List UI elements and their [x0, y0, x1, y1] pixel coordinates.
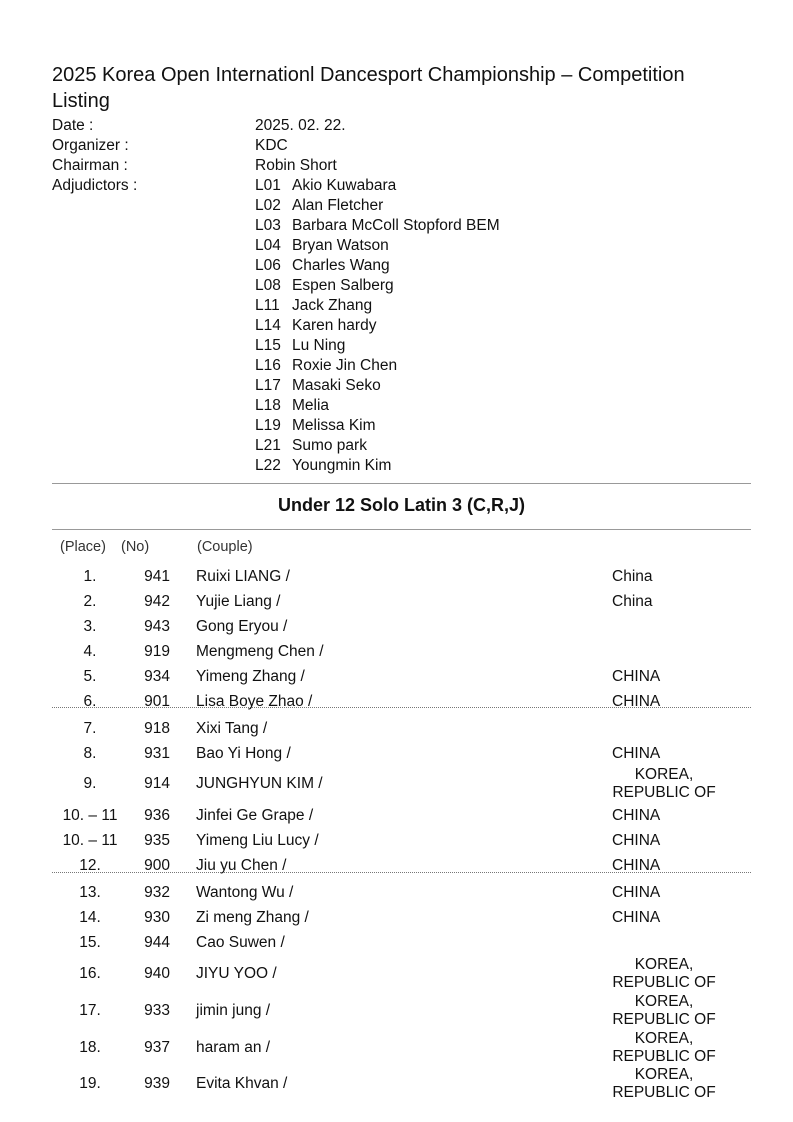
adjudicator-name: Barbara McColl Stopford BEM: [292, 217, 500, 234]
couple-cell: Wantong Wu /: [196, 884, 294, 901]
number-cell: 941: [144, 568, 170, 585]
number-cell: 934: [144, 668, 170, 685]
couple-cell: Xixi Tang /: [196, 720, 268, 737]
chairman-label: Chairman :: [52, 157, 128, 174]
adjudicator-code: L02: [255, 197, 281, 214]
adjudicator-item: [255, 376, 500, 396]
adjudicator-item: [255, 236, 500, 256]
number-cell: 939: [144, 1075, 170, 1092]
couple-cell: Jiu yu Chen /: [196, 857, 287, 874]
couple-cell: Mengmeng Chen /: [196, 643, 324, 660]
adjudicator-code: L15: [255, 337, 281, 354]
place-cell: 14.: [79, 909, 101, 926]
adjudicator-code: L04: [255, 237, 281, 254]
couple-cell: Jinfei Ge Grape /: [196, 807, 314, 824]
place-cell: 13.: [79, 884, 101, 901]
adjudicator-code: L14: [255, 317, 281, 334]
country-cell: KOREA, REPUBLIC OF: [612, 956, 716, 991]
couple-cell: Yimeng Liu Lucy /: [196, 832, 319, 849]
place-cell: 16.: [79, 965, 101, 982]
couple-cell: JUNGHYUN KIM /: [196, 775, 323, 792]
number-cell: 919: [144, 643, 170, 660]
adjudicator-item: [255, 256, 500, 276]
country-cell: CHINA: [612, 693, 661, 710]
adjudicator-name: Masaki Seko: [292, 377, 381, 394]
adjudicator-name: Jack Zhang: [292, 297, 373, 314]
adjudicator-list: [255, 176, 500, 476]
adjudicator-code: L08: [255, 277, 281, 294]
country-cell: KOREA, REPUBLIC OF: [612, 993, 716, 1028]
number-cell: 930: [144, 909, 170, 926]
number-cell: 933: [144, 1002, 170, 1019]
adjudicator-code: L16: [255, 357, 281, 374]
adjudicator-code: L21: [255, 437, 281, 454]
place-cell: 6.: [83, 693, 97, 710]
adjudicator-name: Melissa Kim: [292, 417, 376, 434]
country-cell: CHINA: [612, 745, 661, 762]
adjudicator-name: Sumo park: [292, 437, 367, 454]
number-cell: 936: [144, 807, 170, 824]
country-cell: CHINA: [612, 857, 661, 874]
place-cell: 5.: [83, 668, 97, 685]
adjudicator-code: L19: [255, 417, 281, 434]
number-cell: 935: [144, 832, 170, 849]
couple-cell: Gong Eryou /: [196, 618, 288, 635]
place-cell: 17.: [79, 1002, 101, 1019]
couple-cell: Ruixi LIANG /: [196, 568, 290, 585]
couple-cell: Evita Khvan /: [196, 1075, 288, 1092]
country-cell: KOREA, REPUBLIC OF: [612, 1030, 716, 1065]
number-cell: 942: [144, 593, 170, 610]
couple-cell: JIYU YOO /: [196, 965, 277, 982]
place-cell: 10. – 11: [62, 832, 118, 849]
number-cell: 900: [144, 857, 170, 874]
number-cell: 943: [144, 618, 170, 635]
place-cell: 4.: [83, 643, 97, 660]
couple-cell: haram an /: [196, 1039, 271, 1056]
place-cell: 19.: [79, 1075, 101, 1092]
adjudicator-code: L01: [255, 177, 281, 194]
adjudicator-code: L06: [255, 257, 281, 274]
number-cell: 937: [144, 1039, 170, 1056]
country-cell: CHINA: [612, 832, 661, 849]
place-cell: 1.: [83, 568, 97, 585]
country-cell: KOREA, REPUBLIC OF: [612, 1066, 716, 1101]
place-cell: 15.: [79, 934, 101, 951]
adjudicator-name: Roxie Jin Chen: [292, 357, 398, 374]
adjudicator-item: [255, 316, 500, 336]
number-cell: 940: [144, 965, 170, 982]
adjudicator-name: Akio Kuwabara: [292, 177, 397, 194]
country-cell: KOREA, REPUBLIC OF: [612, 766, 716, 801]
number-cell: 944: [144, 934, 170, 951]
adjudicator-code: L17: [255, 377, 281, 394]
adjudicator-item: [255, 176, 500, 196]
couple-cell: Yujie Liang /: [196, 593, 281, 610]
col-header-place: (Place): [60, 539, 106, 555]
chairman-value: Robin Short: [255, 157, 337, 174]
country-cell: China: [612, 568, 653, 585]
adjudicator-name: Youngmin Kim: [292, 457, 392, 474]
date-value: 2025. 02. 22.: [255, 117, 346, 134]
number-cell: 918: [144, 720, 170, 737]
col-header-no: (No): [121, 539, 150, 555]
number-cell: 901: [144, 693, 170, 710]
adjudicator-item: [255, 356, 500, 376]
adjudicator-name: Karen hardy: [292, 317, 377, 334]
couple-cell: Yimeng Zhang /: [196, 668, 305, 685]
adjudicator-item: [255, 416, 500, 436]
adjudictors-label: Adjudictors :: [52, 177, 138, 194]
adjudicator-name: Alan Fletcher: [292, 197, 384, 214]
adjudicator-code: L18: [255, 397, 281, 414]
adjudicator-item: [255, 196, 500, 216]
couple-cell: Bao Yi Hong /: [196, 745, 291, 762]
divider: [52, 483, 751, 484]
adjudicator-name: Espen Salberg: [292, 277, 394, 294]
document-title: 2025 Korea Open Internationl Dancesport Championship – Competition Listing: [52, 64, 685, 112]
number-cell: 931: [144, 745, 170, 762]
couple-cell: Lisa Boye Zhao /: [196, 693, 313, 710]
couple-cell: Zi meng Zhang /: [196, 909, 309, 926]
adjudicator-item: [255, 296, 500, 316]
number-cell: 914: [144, 775, 170, 792]
adjudicator-item: [255, 336, 500, 356]
adjudicator-item: [255, 436, 500, 456]
event-title: Under 12 Solo Latin 3 (C,R,J): [277, 495, 526, 515]
place-cell: 8.: [83, 745, 97, 762]
place-cell: 7.: [83, 720, 97, 737]
place-cell: 2.: [83, 593, 97, 610]
place-cell: 10. – 11: [62, 807, 118, 824]
country-cell: CHINA: [612, 807, 661, 824]
country-cell: CHINA: [612, 909, 661, 926]
adjudicator-item: [255, 456, 500, 476]
date-label: Date :: [52, 117, 94, 134]
adjudicator-name: Charles Wang: [292, 257, 390, 274]
organizer-value: KDC: [255, 137, 288, 154]
adjudicator-name: Melia: [292, 397, 330, 414]
adjudicator-code: L11: [255, 297, 280, 314]
divider: [52, 529, 751, 530]
country-cell: CHINA: [612, 668, 661, 685]
adjudicator-item: [255, 396, 500, 416]
adjudicator-code: L03: [255, 217, 281, 234]
adjudicator-name: Bryan Watson: [292, 237, 389, 254]
couple-cell: Cao Suwen /: [196, 934, 285, 951]
place-cell: 9.: [83, 775, 97, 792]
adjudicator-name: Lu Ning: [292, 337, 346, 354]
adjudicator-code: L22: [255, 457, 281, 474]
place-cell: 12.: [79, 857, 101, 874]
place-cell: 18.: [79, 1039, 101, 1056]
country-cell: China: [612, 593, 653, 610]
number-cell: 932: [144, 884, 170, 901]
col-header-couple: (Couple): [197, 539, 253, 555]
couple-cell: jimin jung /: [196, 1002, 271, 1019]
country-cell: CHINA: [612, 884, 661, 901]
place-cell: 3.: [83, 618, 97, 635]
organizer-label: Organizer :: [52, 137, 129, 154]
adjudicator-item: [255, 216, 500, 236]
adjudicator-item: [255, 276, 500, 296]
